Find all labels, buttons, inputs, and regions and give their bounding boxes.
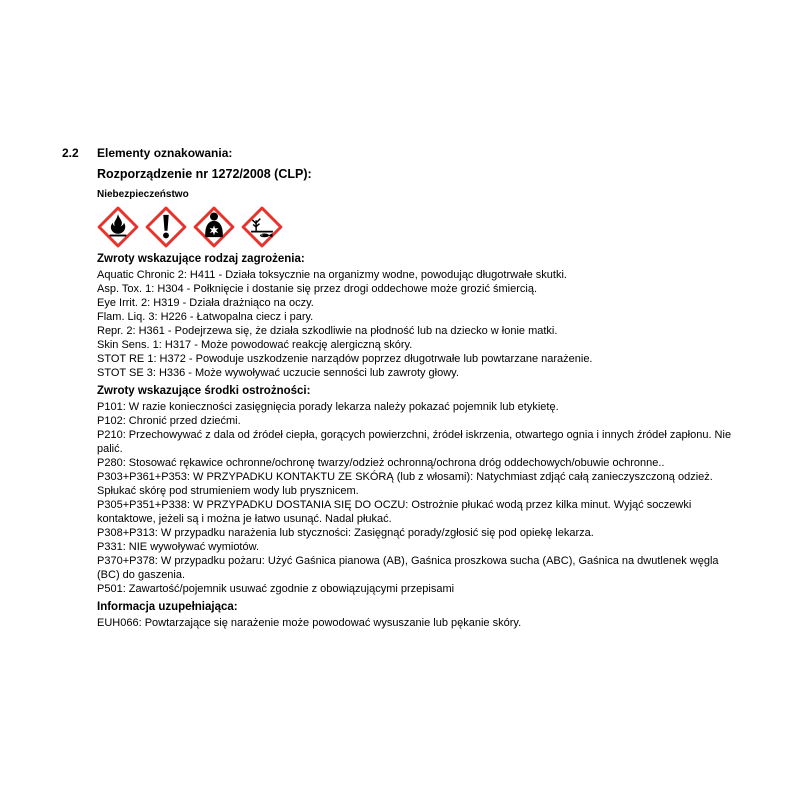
regulation-heading: Rozporządzenie nr 1272/2008 (CLP):	[97, 167, 312, 181]
section-content	[97, 167, 738, 630]
hazard-statement-h336: STOT SE 3: H336 - Może wywoływać uczucie senności lub zawroty głowy.	[97, 367, 459, 379]
supplementary-info-heading: Informacja uzupełniająca:	[97, 601, 238, 613]
hazard-statements-heading: Zwroty wskazujące rodzaj zagrożenia:	[97, 253, 305, 265]
precaution-statement-p210: P210: Przechowywać z dala od źródeł ciepła, gorących powierzchni, źródeł iskrzenia, otwartego ognia i innych źródeł zapłonu. Nie palić.	[97, 429, 732, 455]
precaution-statement-p331: P331: NIE wywoływać wymiotów.	[97, 541, 259, 553]
precaution-statement-p305-p351-p338: P305+P351+P338: W PRZYPADKU DOSTANIA SIĘ DO OCZU: Ostrożnie płukać wodą przez kilka minut. Wyjąć soczewki kontaktowe, jeżeli są i można je łatwo usunąć. Nadal płukać.	[97, 499, 692, 525]
precaution-statement-p101: P101: W razie konieczności zasięgnięcia porady lekarza należy pokazać pojemnik lub etykietę.	[97, 401, 559, 413]
precaution-statement-p308-p313: P308+P313: W przypadku narażenia lub styczności: Zasięgnąć porady/zgłosić się pod opiekę lekarza.	[97, 527, 594, 539]
hazard-statement-h361: Repr. 2: H361 - Podejrzewa się, że działa szkodliwie na płodność lub na dziecko w łonie matki.	[97, 325, 558, 337]
hazard-statement-h372: STOT RE 1: H372 - Powoduje uszkodzenie narządów poprzez długotrwałe lub powtarzane narażenie.	[97, 353, 593, 365]
hazard-statement-h411: Aquatic Chronic 2: H411 - Działa toksycznie na organizmy wodne, powodując długotrwałe skutki.	[97, 269, 567, 281]
ghs-environment-icon	[241, 206, 283, 248]
labelling-section	[62, 146, 740, 630]
ghs-exclamation-icon	[145, 206, 187, 248]
hazard-statement-h226: Flam. Liq. 3: H226 - Łatwopalna ciecz i pary.	[97, 311, 314, 323]
section-title: Elementy oznakowania:	[97, 146, 233, 160]
signal-word: Niebezpieczeństwo	[97, 189, 189, 200]
precaution-statement-p501: P501: Zawartość/pojemnik usuwać zgodnie z obowiązującymi przepisami	[97, 583, 455, 595]
hazard-statement-h319: Eye Irrit. 2: H319 - Działa drażniąco na oczy.	[97, 297, 314, 309]
precaution-statement-p370-p378: P370+P378: W przypadku pożaru: Użyć Gaśnica pianowa (AB), Gaśnica proszkowa sucha (ABC), Gaśnica na dwutlenek węgla (BC) do gaszenia.	[97, 555, 719, 581]
supplementary-statement-euh066: EUH066: Powtarzające się narażenie może powodować wysuszanie lub pękanie skóry.	[97, 617, 522, 629]
ghs-pictogram-row	[97, 206, 738, 248]
precautionary-statements-heading: Zwroty wskazujące środki ostrożności:	[97, 385, 311, 397]
section-heading-row	[62, 146, 740, 160]
precaution-statement-p303-p361-p353: P303+P361+P353: W PRZYPADKU KONTAKTU ZE SKÓRĄ (lub z włosami): Natychmiast zdjąć całą zanieczyszczoną odzież. Spłukać skórę pod strumieniem wody lub prysznicem.	[97, 471, 713, 497]
hazard-statement-h304: Asp. Tox. 1: H304 - Połknięcie i dostanie się przez drogi oddechowe może grozić śmiercią.	[97, 283, 538, 295]
ghs-flame-icon	[97, 206, 139, 248]
precaution-statement-p102: P102: Chronić przed dziećmi.	[97, 415, 241, 427]
ghs-health-hazard-icon	[193, 206, 235, 248]
section-number: 2.2	[62, 146, 79, 160]
hazard-statement-h317: Skin Sens. 1: H317 - Może powodować reakcję alergiczną skóry.	[97, 339, 413, 351]
precaution-statement-p280: P280: Stosować rękawice ochronne/ochronę twarzy/odzież ochronną/ochrona dróg oddechowych/obuwie ochronne..	[97, 457, 665, 469]
